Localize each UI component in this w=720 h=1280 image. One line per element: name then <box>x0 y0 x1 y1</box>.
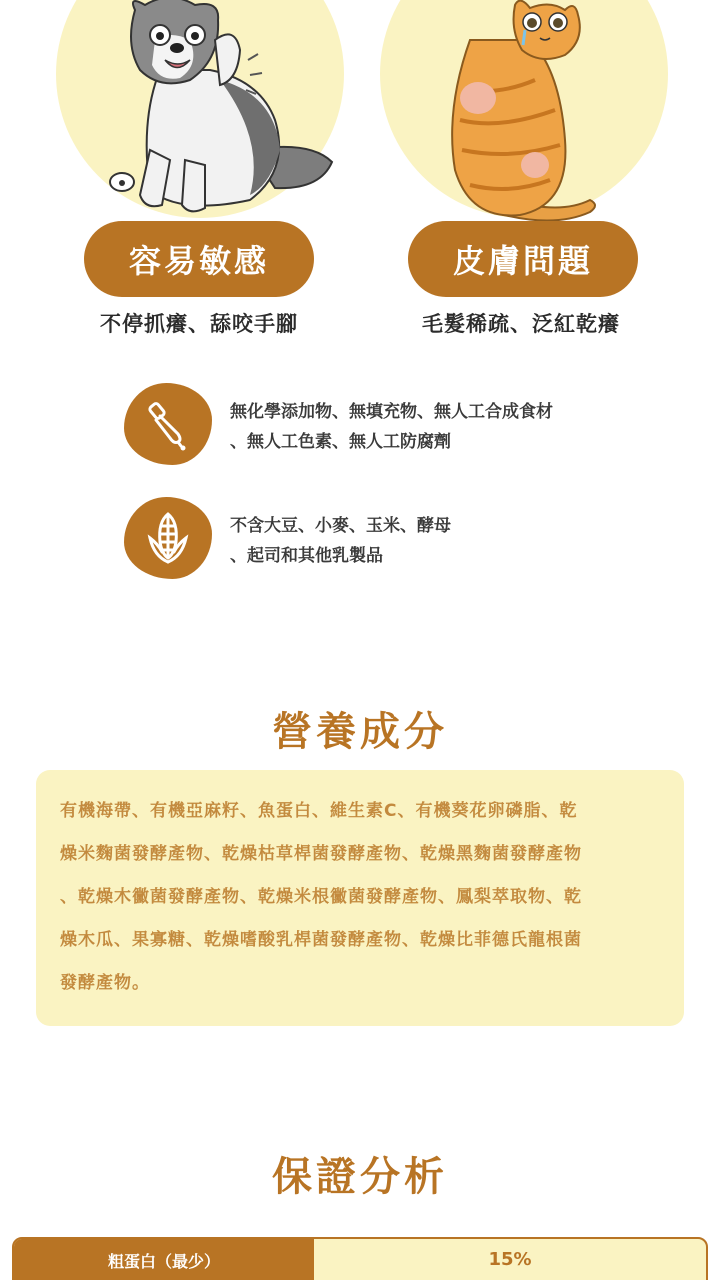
symptom-pill-sensitive <box>84 221 314 297</box>
ingredients-line: 燥米麴菌發酵產物、乾燥枯草桿菌發酵產物、乾燥黑麴菌發酵產物 <box>60 844 582 864</box>
feature-line: 無化學添加物、無填充物、無人工合成食材 <box>230 402 553 422</box>
scratching-dog-illustration <box>100 0 340 225</box>
feature-line: 、無人工色素、無人工防腐劑 <box>230 432 451 452</box>
ingredients-line: 有機海帶、有機亞麻籽、魚蛋白、維生素C、有機葵花卵磷脂、乾 <box>60 801 578 821</box>
analysis-title: 保證分析 <box>272 1154 448 1200</box>
symptom-pill-skin <box>408 221 638 297</box>
feature-line: 不含大豆、小麥、玉米、酵母 <box>230 516 451 536</box>
feature-text <box>230 511 630 571</box>
ingredients-text <box>60 790 660 1005</box>
symptom-description: 不停抓癢、舔咬手腳 <box>100 312 298 336</box>
itchy-cat-illustration <box>440 0 610 225</box>
symptom-description: 毛髮稀疏、泛紅乾癢 <box>422 312 620 336</box>
ingredients-box <box>36 770 684 1026</box>
feature-line: 、起司和其他乳製品 <box>230 546 383 566</box>
ingredients-line: 發酵產物。 <box>60 973 150 993</box>
feature-icon-badge <box>124 383 212 465</box>
symptom-label: 容易敏感 <box>128 242 269 280</box>
feature-text <box>230 397 630 457</box>
analysis-value: 15% <box>488 1249 532 1270</box>
dropper-icon <box>140 396 196 452</box>
ingredients-line: 、乾燥木黴菌發酵產物、乾燥米根黴菌發酵產物、鳳梨萃取物、乾 <box>60 887 582 907</box>
feature-icon-badge <box>124 497 212 579</box>
nutrition-title: 營養成分 <box>272 709 448 755</box>
analysis-table-row <box>12 1237 708 1280</box>
corn-icon <box>140 508 196 568</box>
ingredients-line: 燥木瓜、果寡糖、乾燥嗜酸乳桿菌發酵產物、乾燥比菲德氏龍根菌 <box>60 930 582 950</box>
symptom-label: 皮膚問題 <box>452 242 593 280</box>
analysis-label: 粗蛋白（最少） <box>14 1239 314 1280</box>
